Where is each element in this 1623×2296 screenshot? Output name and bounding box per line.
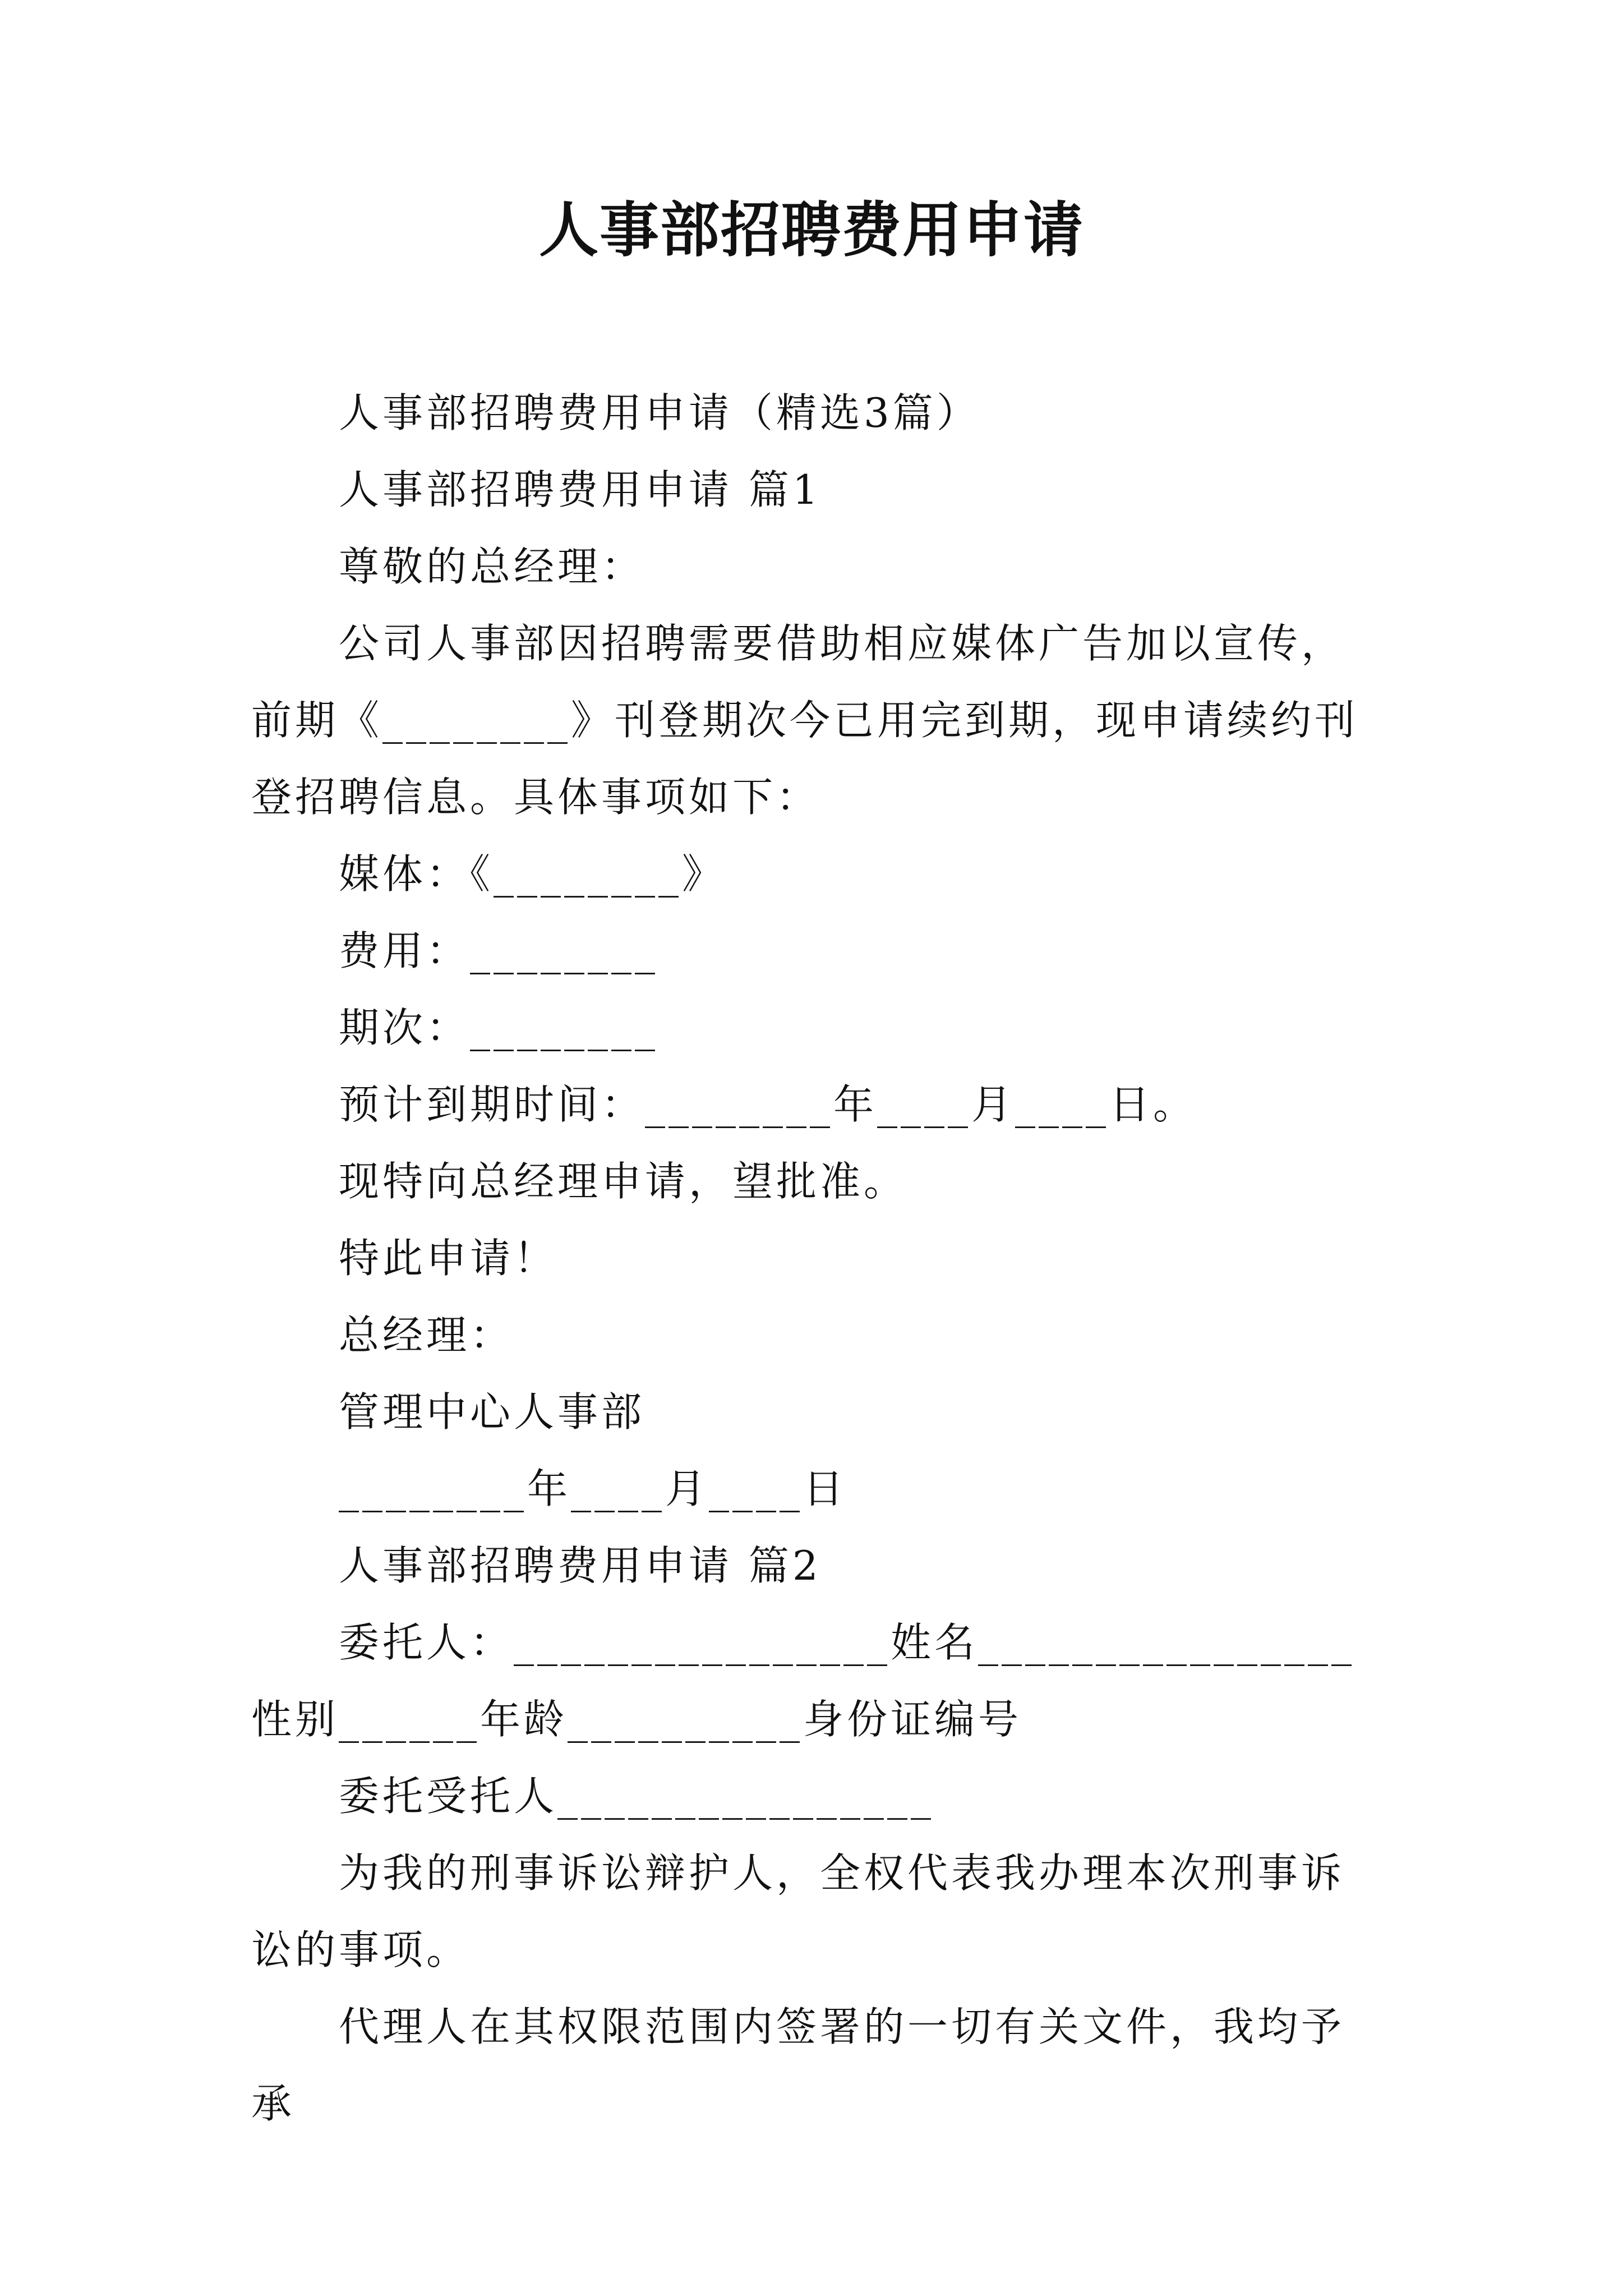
signature-department: 管理中心人事部 [339,1388,645,1435]
signature-date: ________年____月____日 [339,1465,847,1512]
paragraph-intro: 公司人事部因招聘需要借助相应媒体广告加以宣传，前期《________》刊登期次今已用完到期，现申请续约刊登招聘信息。具体事项如下： [251,620,1359,821]
field-agent: 委托受托人________________ [339,1773,935,1820]
paragraph-acknowledgement: 代理人在其权限范围内签署的一切有关文件，我均予承 [251,2003,1345,2127]
paragraph-request: 现特向总经理申请，望批准。 [339,1158,908,1205]
field-principal-info: 委托人：________________姓名________________性别______年龄__________身份证编号 [251,1619,1355,1743]
field-media: 媒体：《________》 [339,850,726,898]
field-expiry-date: 预计到期时间：________年____月____日。 [339,1081,1197,1128]
field-general-manager: 总经理： [339,1312,514,1359]
document-body [251,375,1378,2142]
section-heading-1: 人事部招聘费用申请 篇1 [339,466,822,513]
section-heading-2: 人事部招聘费用申请 篇2 [339,1542,822,1589]
field-cost: 费用：________ [339,927,659,974]
paragraph-subtitle: 人事部招聘费用申请（精选3篇） [339,389,980,436]
paragraph-authorization: 为我的刑事诉讼辩护人，全权代表我办理本次刑事诉讼的事项。 [251,1849,1345,1973]
salutation: 尊敬的总经理： [339,543,645,590]
field-issues: 期次：________ [339,1004,659,1051]
paragraph-closing: 特此申请！ [339,1235,558,1282]
document-title: 人事部招聘费用申请 [539,195,1084,265]
